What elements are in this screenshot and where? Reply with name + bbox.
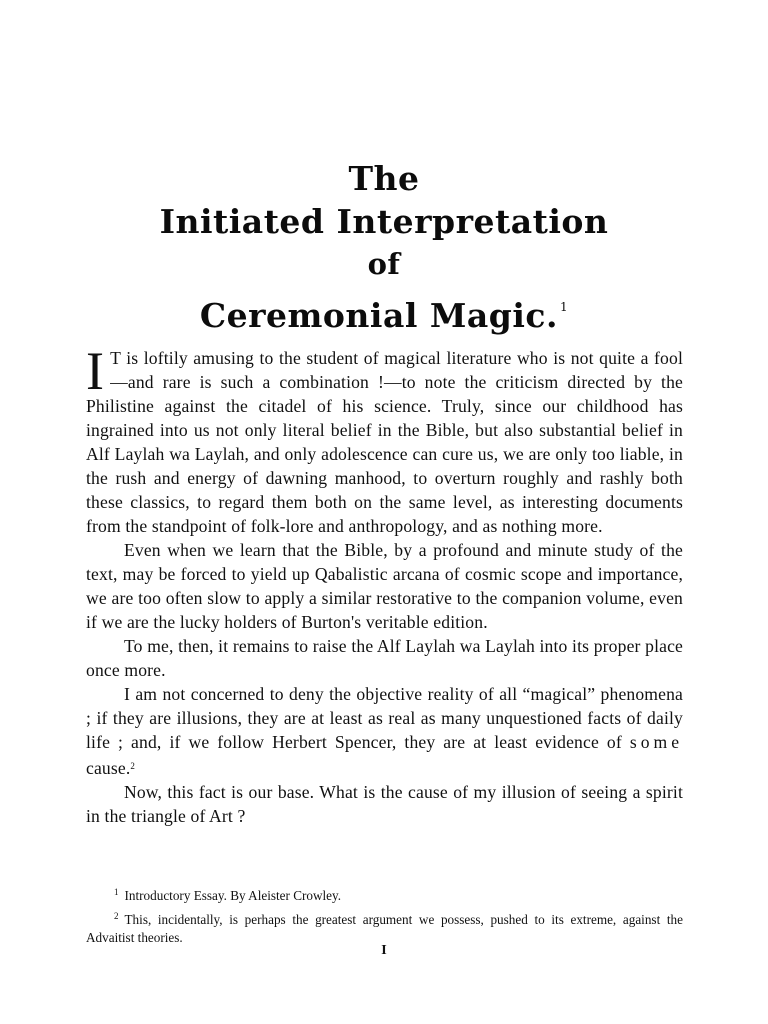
footnote-1: [86, 883, 683, 905]
paragraph-4: [86, 682, 683, 780]
footnote-2-mark: 2: [114, 911, 119, 921]
footnote-1-mark: 1: [114, 887, 119, 897]
paragraph-4-footnote-ref: 2: [130, 761, 136, 771]
drop-cap: I: [86, 341, 105, 401]
paragraph-3: To me, then, it remains to raise the Alf Laylah wa Laylah into its proper place once more.: [86, 636, 683, 680]
body-text: [86, 341, 683, 828]
paragraph-5: Now, this fact is our base. What is the cause of my illusion of seeing a spirit in the triangle of Art ?: [86, 782, 683, 826]
title-ceremonial-magic-text: Ceremonial Magic.: [199, 295, 558, 335]
title-line-of: of: [367, 247, 401, 281]
paragraph-2: Even when we learn that the Bible, by a profound and minute study of the text, may be forced to yield up Qabalistic arcana of cosmic scope and importance, we are too often slow to apply a similar restorative to the companion volume, even if we are the lucky holders of Burton's veritable edition.: [86, 540, 683, 632]
paragraph-1-text: T is loftily amusing to the student of magical literature who is not quite a fool—and rare is such a combination !—to note the criticism directed by the Philistine against the citadel of his science. Truly, since our childhood has ingrained into us not only literal belief in the Bible, but also substantial belief in Alf Laylah wa Laylah, and only adolescence can cure us, we are only too liable, in the rush and energy of dawning manhood, to overturn roughly and rashly both these classics, to regard them both on the same level, as interesting documents from the standpoint of folk-lore and anthropology, and as nothing more.: [86, 348, 683, 536]
footnotes: [86, 883, 683, 949]
title-footnote-ref: 1: [559, 299, 569, 314]
paragraph-4-text: I am not concerned to deny the objective reality of all “magical” phenomena ; if they are illusions, they are at least as real as many unquestioned facts of daily life ; and, if we follow Herbert Spencer, they are at least evidence of: [86, 684, 683, 752]
footnote-2: [86, 907, 683, 947]
title-block: [0, 158, 768, 337]
footnote-2-text: This, incidentally, is perhaps the greatest argument we possess, pushed to its extreme, against the Advaitist theories.: [86, 912, 683, 945]
title-line-ceremonial-magic: [0, 286, 768, 338]
paragraph-1: [86, 341, 683, 538]
title-line-the: The: [348, 159, 420, 198]
paragraph-4-end: cause.: [86, 758, 131, 778]
page-number: I: [381, 943, 387, 958]
footnote-1-text: Introductory Essay. By Aleister Crowley.: [124, 888, 342, 903]
paragraph-4-emphasis: some: [629, 732, 683, 752]
title-line-initiated-interpretation: Initiated Interpretation: [159, 201, 609, 241]
